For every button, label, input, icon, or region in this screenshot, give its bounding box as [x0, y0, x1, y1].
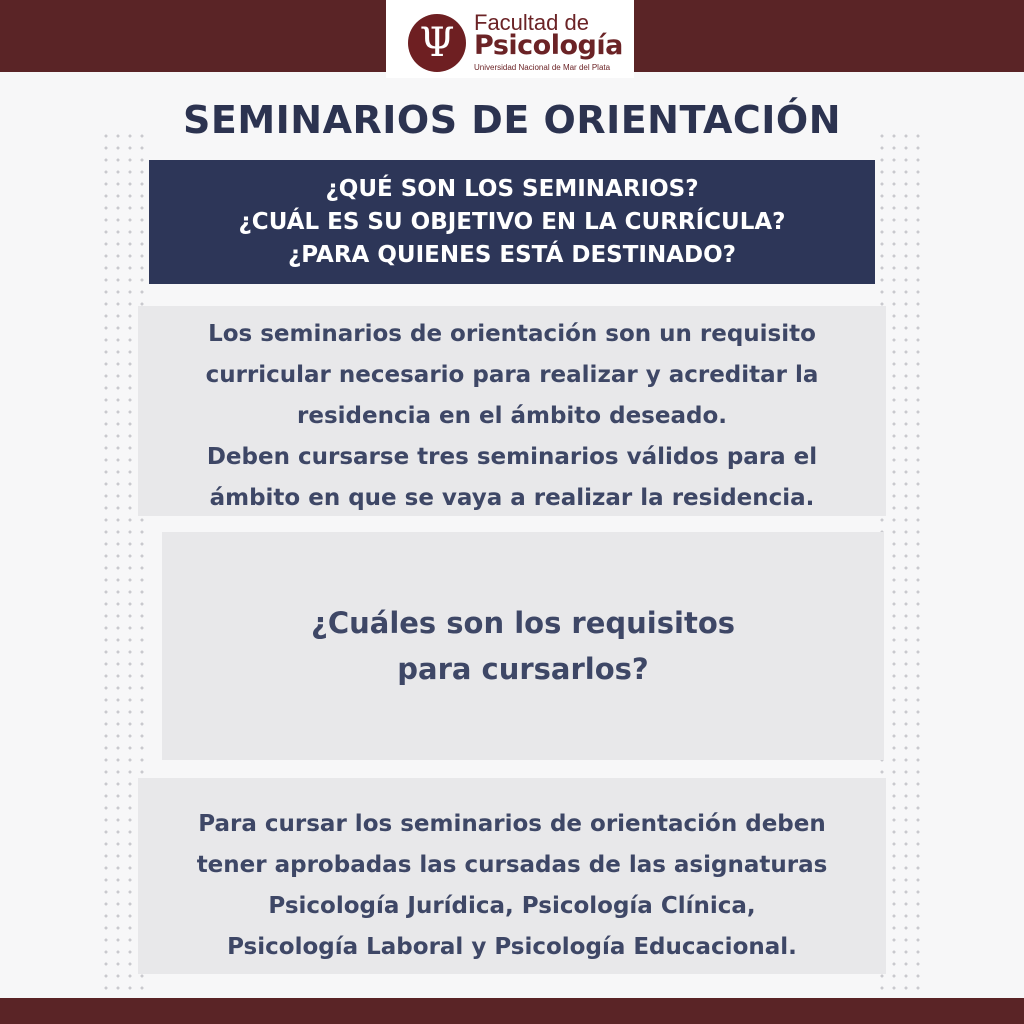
- answer-line: tener aprobadas las cursadas de las asignaturas: [196, 852, 828, 878]
- answer-line: curricular necesario para realizar y acreditar la: [205, 362, 819, 388]
- logo-text-facultad: Facultad de: [474, 10, 589, 35]
- question-line: ¿PARA QUIENES ESTÁ DESTINADO?: [287, 241, 737, 268]
- answer-line: Psicología Laboral y Psicología Educacional.: [227, 934, 797, 960]
- logo-text-university: Universidad Nacional de Mar del Plata: [474, 63, 611, 72]
- logo-text-psicologia: Psicología: [474, 30, 623, 61]
- answer-panel-definition: [138, 306, 886, 516]
- questions-banner: [149, 160, 875, 284]
- answer-line: ámbito en que se vaya a realizar la residencia.: [209, 485, 815, 511]
- answer-line: residencia en el ámbito deseado.: [297, 403, 727, 429]
- question-line: ¿QUÉ SON LOS SEMINARIOS?: [325, 175, 699, 202]
- page-title: SEMINARIOS DE ORIENTACIÓN: [183, 98, 841, 142]
- question-line: ¿CUÁL ES SU OBJETIVO EN LA CURRÍCULA?: [238, 208, 786, 235]
- faculty-logo: [386, 0, 634, 78]
- answer-line: Los seminarios de orientación son un requisito: [208, 321, 816, 347]
- answer-line: Psicología Jurídica, Psicología Clínica,: [268, 893, 756, 919]
- answer-line: Deben cursarse tres seminarios válidos para el: [206, 444, 818, 470]
- answer-line: Para cursar los seminarios de orientación deben: [198, 811, 826, 837]
- question-line: ¿Cuáles son los requisitos: [311, 606, 735, 640]
- bottom-banner: [0, 998, 1024, 1024]
- psi-emblem-icon: Ψ: [408, 14, 466, 72]
- question-line: para cursarlos?: [397, 652, 649, 686]
- answer-panel-requirements: [138, 778, 886, 974]
- question-panel-requirements: [162, 532, 884, 760]
